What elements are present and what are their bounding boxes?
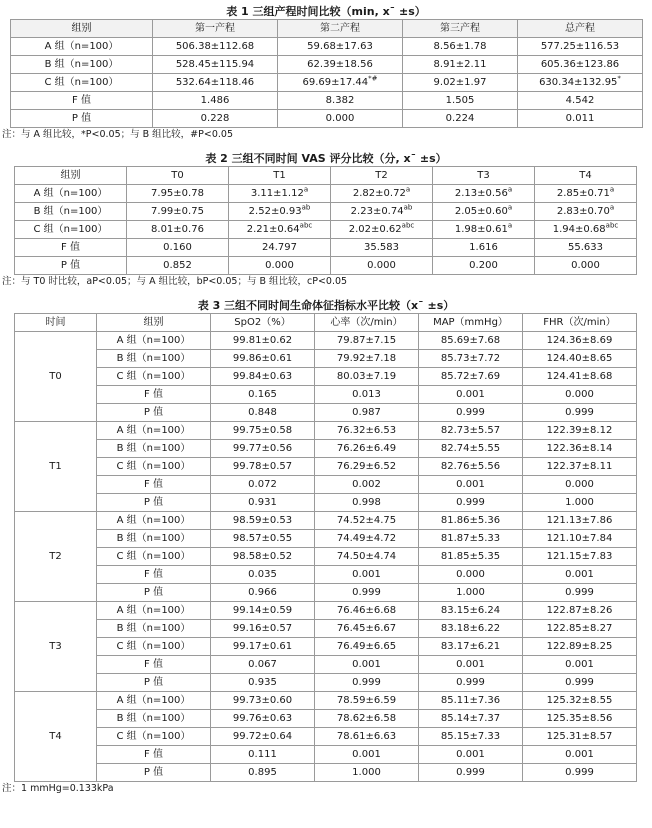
row-label: A 组（n=100） [97,332,211,350]
table1-cell: 59.68±17.63 [278,38,403,56]
table3-row [15,728,637,746]
table3-cell: 122.89±8.25 [523,638,637,656]
table3-cell: 0.895 [211,764,315,782]
table3-cell: 0.035 [211,566,315,584]
table3-cell: 0.067 [211,656,315,674]
table2-cell: 1.94±0.68$^{abc}$ [535,221,637,239]
table1-cell: 532.64±118.46 [153,74,278,92]
table3-cell: 0.966 [211,584,315,602]
table3-cell: 1.000 [419,584,523,602]
table3-cell: 0.999 [523,404,637,422]
table1-cell: 605.36±123.86 [518,56,643,74]
table2-cell: 2.82±0.72$^a$ [331,185,433,203]
table3-cell: 0.001 [419,476,523,494]
table3-row [15,458,637,476]
significance-mark: a [303,185,309,194]
table3-cell: 121.10±7.84 [523,530,637,548]
row-label: F 值 [97,656,211,674]
table2-cell: 0.852 [127,257,229,275]
table3-cell: 85.14±7.37 [419,710,523,728]
table2-cell: 2.21±0.64$^{abc}$ [229,221,331,239]
row-label: P 值 [97,404,211,422]
table3-row [15,386,637,404]
row-label: F 值 [15,239,127,257]
table1-row [11,74,643,92]
table3-cell: 0.000 [523,386,637,404]
table3-cell: 0.001 [419,746,523,764]
table3-cell: 76.32±6.53 [315,422,419,440]
table3 [14,313,637,782]
table2-row [15,257,637,275]
table1-row [11,56,643,74]
table3-cell: 83.17±6.21 [419,638,523,656]
table2-cell: 1.616 [433,239,535,257]
table2-cell: 3.11±1.12$^a$ [229,185,331,203]
table1-header-cell: 第三产程 [403,20,518,38]
row-label: C 组（n=100） [15,221,127,239]
row-label: P 值 [11,110,153,128]
table2-header-cell: T1 [229,167,331,185]
table3-cell: 85.69±7.68 [419,332,523,350]
significance-mark: a [609,185,615,194]
table2-cell: 0.000 [535,257,637,275]
row-label: B 组（n=100） [97,620,211,638]
table2-note: 注：与 T0 时比较，aP<0.05；与 A 组比较，bP<0.05；与 B 组比较，cP<0.05 [2,276,348,287]
table1-cell: 62.39±18.56 [278,56,403,74]
table1-header-cell: 总产程 [518,20,643,38]
table2-cell: 2.05±0.60$^a$ [433,203,535,221]
table1-header-row [11,20,643,38]
table2-cell: 55.633 [535,239,637,257]
row-label: A 组（n=100） [97,512,211,530]
row-label: A 组（n=100） [11,38,153,56]
table3-cell: 0.001 [523,746,637,764]
row-label: A 组（n=100） [97,692,211,710]
table3-cell: 0.999 [419,404,523,422]
table1-cell: 8.382 [278,92,403,110]
table2-cell: 0.000 [229,257,331,275]
table3-cell: 81.85±5.35 [419,548,523,566]
significance-mark: a [507,185,513,194]
table3-cell: 125.31±8.57 [523,728,637,746]
table1-cell: 1.486 [153,92,278,110]
table2-cell: 0.160 [127,239,229,257]
table3-cell: 122.39±8.12 [523,422,637,440]
significance-mark: ab [301,203,311,212]
table2-row [15,221,637,239]
table3-header-cell: 时间 [15,314,97,332]
table3-cell: 74.49±4.72 [315,530,419,548]
table1-row [11,92,643,110]
table2-cell: 2.85±0.71$^a$ [535,185,637,203]
table2-cell: 2.83±0.70$^a$ [535,203,637,221]
table3-cell: 125.32±8.55 [523,692,637,710]
row-label: C 组（n=100） [97,368,211,386]
row-label: P 值 [97,494,211,512]
table3-cell: 0.001 [523,566,637,584]
table3-row [15,656,637,674]
table3-cell: 99.75±0.58 [211,422,315,440]
table2-cell: 2.13±0.56$^a$ [433,185,535,203]
table1-caption: 表 1 三组产程时间比较（min, x¯ ±s） [226,5,426,18]
table2-header-cell: T2 [331,167,433,185]
significance-mark: abc [401,221,415,230]
table3-cell: 124.36±8.69 [523,332,637,350]
table3-cell: 99.72±0.64 [211,728,315,746]
table3-cell: 0.987 [315,404,419,422]
table3-cell: 85.73±7.72 [419,350,523,368]
table3-cell: 122.87±8.26 [523,602,637,620]
table3-cell: 98.57±0.55 [211,530,315,548]
time-period-cell: T1 [15,422,97,512]
table3-cell: 82.73±5.57 [419,422,523,440]
table1-cell: 0.228 [153,110,278,128]
table3-cell: 99.81±0.62 [211,332,315,350]
row-label: P 值 [97,584,211,602]
table3-cell: 0.999 [419,494,523,512]
table3-cell: 0.999 [419,764,523,782]
table3-row [15,368,637,386]
table3-header-cell: FHR（次/min） [523,314,637,332]
table3-cell: 83.18±6.22 [419,620,523,638]
table2-header-cell: T4 [535,167,637,185]
table1-cell: 0.224 [403,110,518,128]
table1-cell: 9.02±1.97 [403,74,518,92]
table1-cell: 8.91±2.11 [403,56,518,74]
table3-row [15,764,637,782]
table1-cell: 528.45±115.94 [153,56,278,74]
table3-cell: 124.40±8.65 [523,350,637,368]
table3-cell: 0.072 [211,476,315,494]
table3-row [15,494,637,512]
time-period-cell: T0 [15,332,97,422]
row-label: P 值 [97,674,211,692]
table3-cell: 98.59±0.53 [211,512,315,530]
table2-cell: 2.02±0.62$^{abc}$ [331,221,433,239]
table2-cell: 24.797 [229,239,331,257]
row-label: B 组（n=100） [11,56,153,74]
table3-cell: 0.001 [315,566,419,584]
table1-note: 注：与 A 组比较，*P<0.05；与 B 组比较，#P<0.05 [2,129,233,140]
table2-cell: 35.583 [331,239,433,257]
table3-cell: 85.11±7.36 [419,692,523,710]
table3-cell: 0.001 [419,656,523,674]
table3-cell: 0.000 [419,566,523,584]
table3-note: 注：1 mmHg=0.133kPa [2,783,114,794]
table3-cell: 99.14±0.59 [211,602,315,620]
table3-cell: 85.72±7.69 [419,368,523,386]
table1-row [11,110,643,128]
table2-cell: 0.000 [331,257,433,275]
table3-cell: 124.41±8.68 [523,368,637,386]
table2-header-cell: T3 [433,167,535,185]
table3-cell: 99.84±0.63 [211,368,315,386]
significance-mark: ab [403,203,413,212]
table3-cell: 0.001 [315,656,419,674]
table1-cell: 4.542 [518,92,643,110]
table2-cell: 0.200 [433,257,535,275]
table2-row [15,239,637,257]
table3-cell: 122.36±8.14 [523,440,637,458]
table2-cell: 7.95±0.78 [127,185,229,203]
table3-cell: 0.111 [211,746,315,764]
table2 [14,166,637,275]
table2-row [15,203,637,221]
table3-cell: 0.002 [315,476,419,494]
table3-header-cell: 组别 [97,314,211,332]
table3-row [15,692,637,710]
table3-cell: 80.03±7.19 [315,368,419,386]
table3-cell: 0.000 [523,476,637,494]
table3-cell: 0.848 [211,404,315,422]
table3-cell: 99.16±0.57 [211,620,315,638]
significance-mark: abc [299,221,313,230]
table3-cell: 1.000 [523,494,637,512]
table3-row [15,638,637,656]
row-label: F 值 [97,386,211,404]
table3-cell: 0.999 [419,674,523,692]
significance-mark: abc [605,221,619,230]
row-label: A 组（n=100） [97,422,211,440]
table3-cell: 83.15±6.24 [419,602,523,620]
table3-cell: 98.58±0.52 [211,548,315,566]
table3-header-cell: 心率（次/min） [315,314,419,332]
row-label: B 组（n=100） [97,350,211,368]
significance-mark: * [617,74,621,83]
row-label: F 值 [97,746,211,764]
significance-mark: a [507,203,513,212]
table3-header-cell: MAP（mmHg） [419,314,523,332]
time-period-cell: T2 [15,512,97,602]
table3-cell: 0.001 [419,386,523,404]
row-label: B 组（n=100） [97,530,211,548]
table3-cell: 99.78±0.57 [211,458,315,476]
table1-cell: 0.011 [518,110,643,128]
table3-caption: 表 3 三组不同时间生命体征指标水平比较（x¯ ±s） [197,299,455,312]
table3-row [15,332,637,350]
table3-cell: 78.61±6.63 [315,728,419,746]
table1-row [11,38,643,56]
table1-header-cell: 组别 [11,20,153,38]
table3-row [15,710,637,728]
row-label: P 值 [97,764,211,782]
table3-row [15,530,637,548]
table1-header-cell: 第二产程 [278,20,403,38]
row-label: C 组（n=100） [11,74,153,92]
table3-row [15,422,637,440]
time-period-cell: T4 [15,692,97,782]
row-label: F 值 [11,92,153,110]
table3-cell: 81.87±5.33 [419,530,523,548]
table1-cell: 577.25±116.53 [518,38,643,56]
row-label: C 组（n=100） [97,728,211,746]
table3-row [15,440,637,458]
table3-cell: 0.999 [315,584,419,602]
row-label: A 组（n=100） [97,602,211,620]
table3-cell: 1.000 [315,764,419,782]
table3-cell: 0.999 [523,584,637,602]
table3-row [15,512,637,530]
significance-mark: a [405,185,411,194]
table2-header-cell: T0 [127,167,229,185]
table1-cell: 69.69±17.44*# [278,74,403,92]
table1-cell: 0.000 [278,110,403,128]
table3-cell: 0.998 [315,494,419,512]
table1-cell: 1.505 [403,92,518,110]
table3-cell: 74.52±4.75 [315,512,419,530]
table3-cell: 81.86±5.36 [419,512,523,530]
table3-row [15,674,637,692]
table1-cell: 630.34±132.95* [518,74,643,92]
table2-cell: 8.01±0.76 [127,221,229,239]
table3-cell: 0.001 [523,656,637,674]
table3-cell: 0.013 [315,386,419,404]
table3-cell: 122.85±8.27 [523,620,637,638]
table2-cell: 2.52±0.93$^{ab}$ [229,203,331,221]
table2-header-cell: 组别 [15,167,127,185]
table3-cell: 121.15±7.83 [523,548,637,566]
table3-header-cell: SpO2（%） [211,314,315,332]
table3-cell: 0.935 [211,674,315,692]
row-label: A 组（n=100） [15,185,127,203]
table3-row [15,476,637,494]
table3-cell: 99.73±0.60 [211,692,315,710]
table3-cell: 82.74±5.55 [419,440,523,458]
table3-row [15,350,637,368]
row-label: C 组（n=100） [97,458,211,476]
table1 [10,19,643,128]
table3-row [15,404,637,422]
table3-row [15,746,637,764]
table2-caption: 表 2 三组不同时间 VAS 评分比较（分, x¯ ±s） [205,152,447,165]
time-period-cell: T3 [15,602,97,692]
table3-row [15,602,637,620]
table1-cell: 8.56±1.78 [403,38,518,56]
table3-cell: 79.87±7.15 [315,332,419,350]
table3-row [15,566,637,584]
table3-cell: 76.29±6.52 [315,458,419,476]
table3-cell: 99.76±0.63 [211,710,315,728]
table2-cell: 1.98±0.61$^a$ [433,221,535,239]
table3-cell: 82.76±5.56 [419,458,523,476]
table3-row [15,584,637,602]
table3-cell: 85.15±7.33 [419,728,523,746]
table2-cell: 7.99±0.75 [127,203,229,221]
table3-cell: 0.999 [315,674,419,692]
row-label: F 值 [97,476,211,494]
table3-cell: 125.35±8.56 [523,710,637,728]
table3-cell: 76.46±6.68 [315,602,419,620]
table3-cell: 0.165 [211,386,315,404]
table2-header-row [15,167,637,185]
significance-mark: a [507,221,513,230]
table3-cell: 99.86±0.61 [211,350,315,368]
row-label: C 组（n=100） [97,638,211,656]
row-label: B 组（n=100） [97,710,211,728]
table1-cell: 506.38±112.68 [153,38,278,56]
significance-mark: a [609,203,615,212]
table3-cell: 78.62±6.58 [315,710,419,728]
row-label: P 值 [15,257,127,275]
table3-cell: 74.50±4.74 [315,548,419,566]
table2-row [15,185,637,203]
row-label: F 值 [97,566,211,584]
table3-cell: 76.49±6.65 [315,638,419,656]
table3-cell: 0.999 [523,674,637,692]
table2-cell: 2.23±0.74$^{ab}$ [331,203,433,221]
table3-cell: 78.59±6.59 [315,692,419,710]
significance-mark: *# [368,74,378,83]
table3-row [15,620,637,638]
table3-cell: 76.26±6.49 [315,440,419,458]
table3-cell: 79.92±7.18 [315,350,419,368]
table3-row [15,548,637,566]
table3-header-row [15,314,637,332]
table3-cell: 0.001 [315,746,419,764]
table1-header-cell: 第一产程 [153,20,278,38]
table3-cell: 121.13±7.86 [523,512,637,530]
table3-cell: 99.17±0.61 [211,638,315,656]
table3-cell: 122.37±8.11 [523,458,637,476]
row-label: C 组（n=100） [97,548,211,566]
table3-cell: 0.999 [523,764,637,782]
table3-cell: 76.45±6.67 [315,620,419,638]
table3-cell: 0.931 [211,494,315,512]
table3-cell: 99.77±0.56 [211,440,315,458]
row-label: B 组（n=100） [15,203,127,221]
row-label: B 组（n=100） [97,440,211,458]
